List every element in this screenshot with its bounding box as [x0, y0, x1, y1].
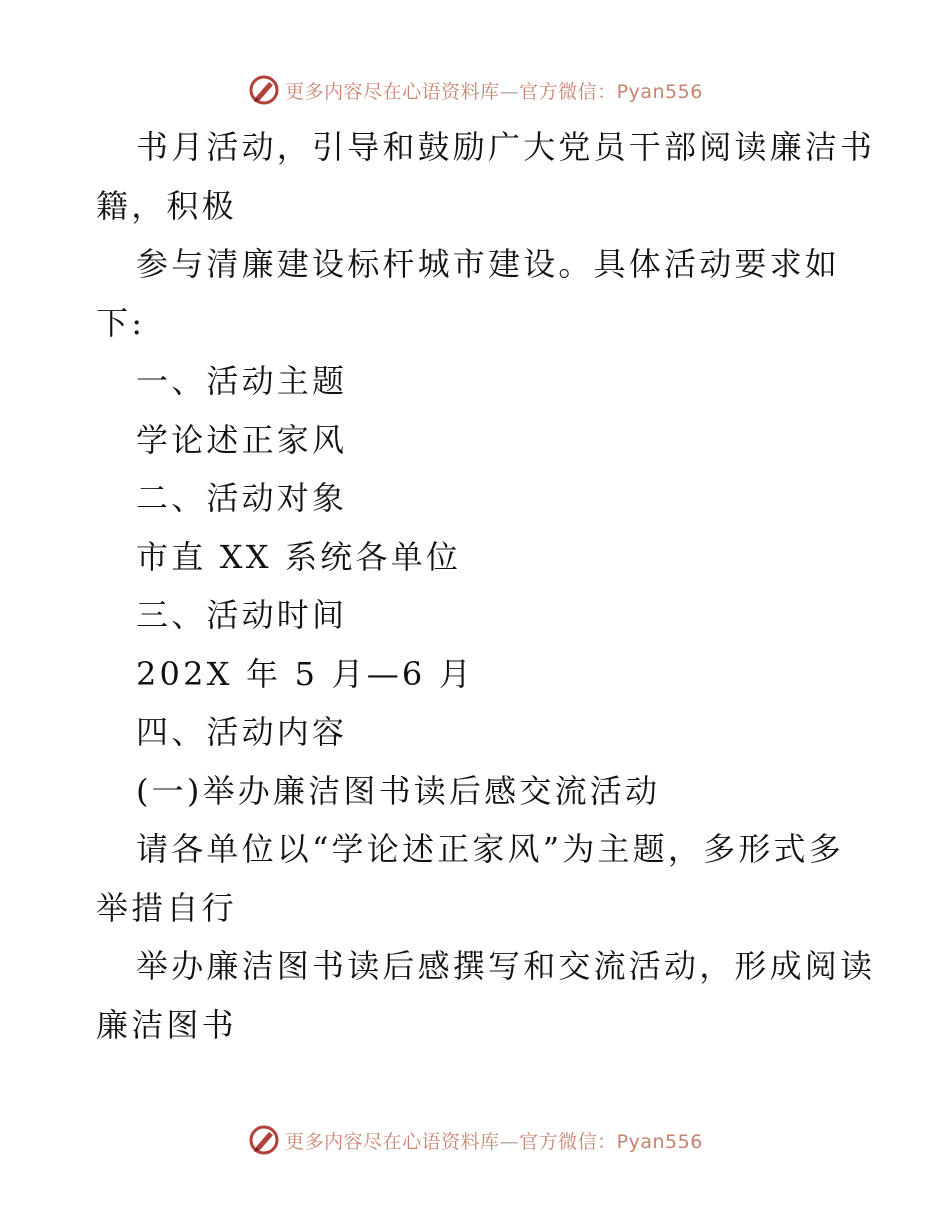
- paragraph-line: 请各单位以“学论述正家风”为主题，多形式多: [136, 830, 844, 868]
- paragraph-line: 市直 XX 系统各单位: [136, 537, 462, 576]
- paragraph-line: 书月活动，引导和鼓励广大党员干部阅读廉洁书: [136, 128, 876, 166]
- section-heading: 三、活动时间: [136, 596, 348, 634]
- paragraph-line: 籍，积极: [96, 186, 237, 225]
- watermark-text: 更多内容尽在心语资料库—官方微信：Pyan556: [285, 80, 703, 103]
- paragraph-line: 202X 年 5 月—6 月: [136, 654, 475, 693]
- watermark-text: 更多内容尽在心语资料库—官方微信：Pyan556: [285, 1130, 703, 1153]
- paragraph-line: 廉洁图书: [96, 1005, 237, 1044]
- section-heading: 四、活动内容: [136, 713, 348, 751]
- header-watermark: [0, 70, 950, 110]
- footer-watermark: [0, 1120, 950, 1160]
- document-body: [96, 118, 876, 1054]
- section-heading: 一、活动主题: [136, 362, 348, 400]
- subsection-heading: (一)举办廉洁图书读后感交流活动: [136, 771, 661, 810]
- paragraph-line: 举办廉洁图书读后感撰写和交流活动，形成阅读: [136, 947, 876, 985]
- pen-logo-icon: [247, 73, 281, 107]
- pen-logo-icon: [247, 1123, 281, 1157]
- paragraph-line: 学论述正家风: [136, 420, 348, 459]
- paragraph-line: 参与清廉建设标杆城市建设。具体活动要求如: [136, 245, 841, 283]
- section-heading: 二、活动对象: [136, 479, 348, 517]
- paragraph-line: 举措自行: [96, 888, 237, 927]
- paragraph-line: 下:: [96, 303, 146, 342]
